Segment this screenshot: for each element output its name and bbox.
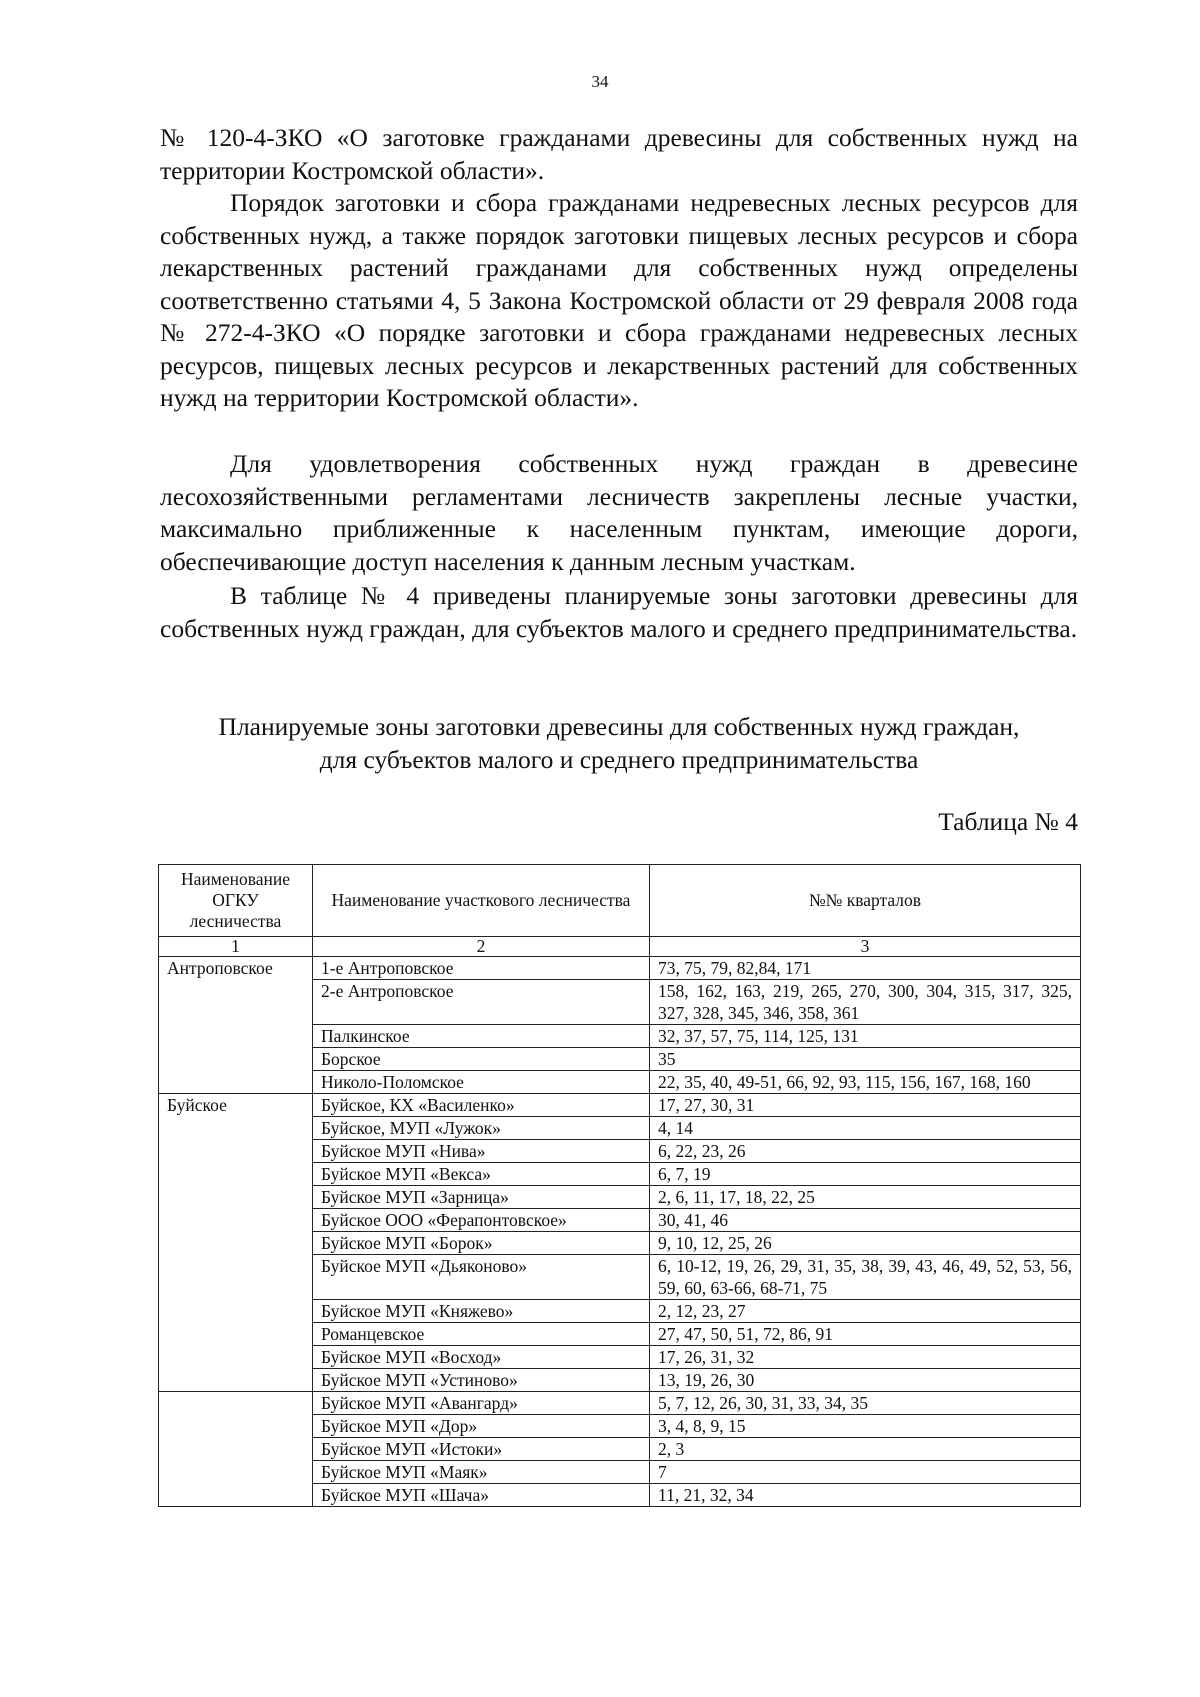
column-number: 2 — [313, 937, 650, 957]
column-numbers-row — [159, 937, 1081, 957]
district-cell: Буйское МУП «Княжево» — [313, 1300, 650, 1323]
column-number: 1 — [159, 937, 313, 957]
quarters-cell: 5, 7, 12, 26, 30, 31, 33, 34, 35 — [650, 1392, 1081, 1415]
district-cell: Романцевское — [313, 1323, 650, 1346]
district-cell: Борское — [313, 1048, 650, 1071]
table-body — [159, 957, 1081, 1507]
quarters-cell: 3, 4, 8, 9, 15 — [650, 1415, 1081, 1438]
quarters-cell: 7 — [650, 1461, 1081, 1484]
column-number: 3 — [650, 937, 1081, 957]
paragraph-1: № 120-4-ЗКО «О заготовке гражданами древесины для собственных нужд на территории Костромской области». — [160, 123, 1078, 185]
paragraph-4: В таблице № 4 приведены планируемые зоны заготовки древесины для собственных нужд граждан, для субъектов малого и среднего предпринимательства. — [160, 581, 1078, 643]
district-cell: 2-е Антроповское — [313, 980, 650, 1025]
table-label: Таблица № 4 — [938, 807, 1078, 836]
quarters-cell: 27, 47, 50, 51, 72, 86, 91 — [650, 1323, 1081, 1346]
district-cell: Буйское МУП «Маяк» — [313, 1461, 650, 1484]
quarters-cell: 17, 26, 31, 32 — [650, 1346, 1081, 1369]
paragraph-3: Для удовлетворения собственных нужд граждан в древесине лесохозяйственными регламентами лесничеств закреплены лесные участки, максимально приближенные к населенным пунктам, имеющие дороги, обеспечивающие доступ населения к данным лесным участкам. — [160, 449, 1078, 576]
quarters-cell: 13, 19, 26, 30 — [650, 1369, 1081, 1392]
zones-table — [158, 864, 1081, 1507]
quarters-cell: 32, 37, 57, 75, 114, 125, 131 — [650, 1025, 1081, 1048]
quarters-cell: 35 — [650, 1048, 1081, 1071]
quarters-cell: 6, 10-12, 19, 26, 29, 31, 35, 38, 39, 43, 46, 49, 52, 53, 56, 59, 60, 63-66, 68-71, 75 — [650, 1255, 1081, 1300]
quarters-cell: 6, 22, 23, 26 — [650, 1140, 1081, 1163]
quarters-cell: 9, 10, 12, 25, 26 — [650, 1232, 1081, 1255]
district-cell: Буйское МУП «Шача» — [313, 1484, 650, 1507]
header-quarters: №№ кварталов — [650, 865, 1081, 937]
table-row — [159, 1392, 1081, 1415]
district-cell: Буйское МУП «Дьяконово» — [313, 1255, 650, 1300]
table-title-line-2: для субъектов малого и среднего предпринимательства — [319, 745, 919, 774]
table-title — [160, 710, 1078, 776]
quarters-cell: 4, 14 — [650, 1117, 1081, 1140]
district-cell: 1-е Антроповское — [313, 957, 650, 980]
district-cell: Буйское МУП «Авангард» — [313, 1392, 650, 1415]
table-header-row — [159, 865, 1081, 937]
district-cell: Буйское МУП «Истоки» — [313, 1438, 650, 1461]
quarters-cell: 2, 6, 11, 17, 18, 22, 25 — [650, 1186, 1081, 1209]
district-cell: Буйское МУП «Восход» — [313, 1346, 650, 1369]
page-number: 34 — [591, 72, 609, 91]
quarters-cell: 6, 7, 19 — [650, 1163, 1081, 1186]
quarters-cell: 22, 35, 40, 49-51, 66, 92, 93, 115, 156, 167, 168, 160 — [650, 1071, 1081, 1094]
table-row — [159, 1094, 1081, 1117]
district-cell: Буйское, КХ «Василенко» — [313, 1094, 650, 1117]
district-cell: Буйское МУП «Зарница» — [313, 1186, 650, 1209]
header-district: Наименование участкового лесничества — [313, 865, 650, 937]
quarters-cell: 30, 41, 46 — [650, 1209, 1081, 1232]
quarters-cell: 17, 27, 30, 31 — [650, 1094, 1081, 1117]
table-row — [159, 957, 1081, 980]
district-cell: Палкинское — [313, 1025, 650, 1048]
ogku-cell: Антроповское — [159, 957, 313, 1094]
quarters-cell: 2, 12, 23, 27 — [650, 1300, 1081, 1323]
ogku-cell — [159, 1392, 313, 1507]
district-cell: Буйское МУП «Борок» — [313, 1232, 650, 1255]
header-ogku: Наименование ОГКУ лесничества — [159, 865, 313, 937]
district-cell: Буйское МУП «Устиново» — [313, 1369, 650, 1392]
quarters-cell: 2, 3 — [650, 1438, 1081, 1461]
district-cell: Буйское МУП «Векса» — [313, 1163, 650, 1186]
district-cell: Буйское МУП «Нива» — [313, 1140, 650, 1163]
district-cell: Николо-Поломское — [313, 1071, 650, 1094]
quarters-cell: 158, 162, 163, 219, 265, 270, 300, 304, 315, 317, 325, 327, 328, 345, 346, 358, 361 — [650, 980, 1081, 1025]
district-cell: Буйское МУП «Дор» — [313, 1415, 650, 1438]
ogku-cell: Буйское — [159, 1094, 313, 1392]
table-title-line-1: Планируемые зоны заготовки древесины для собственных нужд граждан, — [218, 712, 1020, 741]
quarters-cell: 11, 21, 32, 34 — [650, 1484, 1081, 1507]
paragraph-2: Порядок заготовки и сбора гражданами недревесных лесных ресурсов для собственных нужд, а также порядок заготовки пищевых лесных ресурсов и сбора лекарственных растений гражданами для собственных нужд определены соответственно статьями 4, 5 Закона Костромской области от 29 февраля 2008 года № 272-4-ЗКО «О порядке заготовки и сбора гражданами недревесных лесных ресурсов, пищевых лесных ресурсов и лекарственных растений для собственных нужд на территории Костромской области». — [160, 188, 1078, 412]
district-cell: Буйское ООО «Ферапонтовское» — [313, 1209, 650, 1232]
quarters-cell: 73, 75, 79, 82,84, 171 — [650, 957, 1081, 980]
district-cell: Буйское, МУП «Лужок» — [313, 1117, 650, 1140]
